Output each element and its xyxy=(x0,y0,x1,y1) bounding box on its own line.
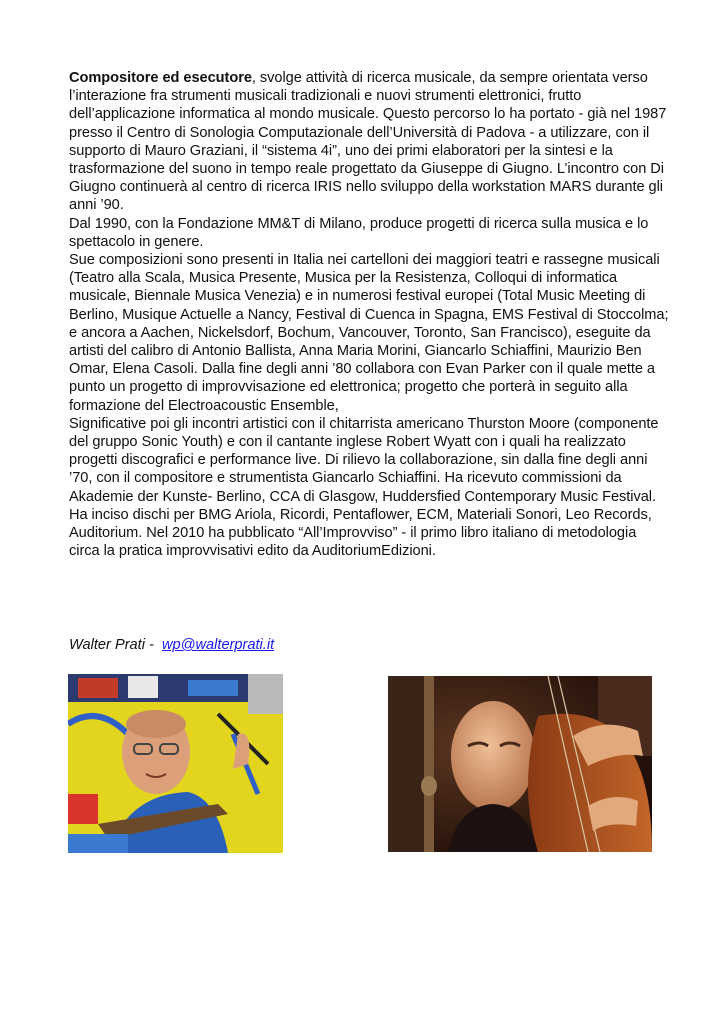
bio-paragraph-3: Sue composizioni sono presenti in Italia nei cartelloni dei maggiori teatri e rassegne musicali (Teatro alla Scala, Musica Presente, Musica per la Resistenza, Colloqui di informatica musicale, Biennale Musica Venezia) e in numerosi festival europei (Total Music Meeting di Berlino, Musique Actuelle a Nancy, Festival di Cuenca in Spagna, EMS Festival di Stoccolma; e ancora a Aachen, Nickelsdorf, Bochum, Vancouver, Toronto, San Francisco), eseguite da artisti del calibro di Antonio Ballista, Anna Maria Morini, Giancarlo Schiaffini, Maurizio Ben Omar, Elena Casoli. Dalla fine degli anni ’80 collabora con Evan Parker con il quale mette a punto un progetto di improvvisazione ed elettronica; progetto che porterà in seguito alla formazione del Electroacoustic Ensemble, xyxy=(69,252,669,414)
portrait-collage-photo xyxy=(68,674,283,853)
bio-lead-bold: Compositore ed esecutore xyxy=(69,70,252,86)
bio-paragraph-2: Dal 1990, con la Fondazione MM&T di Milano, produce progetti di ricerca sulla musica e lo spettacolo in genere. xyxy=(69,215,649,250)
biography-text xyxy=(69,69,669,560)
author-name: Walter Prati xyxy=(69,637,145,653)
bio-paragraph-1 xyxy=(69,69,669,215)
signature-line xyxy=(69,637,274,653)
email-link[interactable]: wp@walterprati.it xyxy=(162,637,275,653)
bio-lead-text: , svolge attività di ricerca musicale, da sempre orientata verso l’interazione fra strumenti musicali tradizionali e nuovi strumenti elettronici, frutto dell’applicazione informatica al mondo musicale. Questo percorso lo ha portato - già nel 1987 presso il Centro di Sonologia Computazionale dell’Università di Padova - a utilizzare, con il supporto di Mauro Graziani, il “sistema 4i”, uno dei primi elaboratori per la sintesi e la trasformazione del suono in tempo reale progettato da Giuseppe di Giugno. L’incontro con Di Giugno continuerà al centro di ricerca IRIS nello sviluppo della workstation MARS durante gli anni ’90. xyxy=(69,70,667,214)
bio-paragraph-5: Ha inciso dischi per BMG Ariola, Ricordi, Pentaflower, ECM, Materiali Sonori, Leo Records, Auditorium. Nel 2010 ha pubblicato “All’Improvviso” - il primo libro italiano di metodologia circa la pratica improvvisativi edito da AuditoriumEdizioni. xyxy=(69,506,652,560)
portrait-cello-icon xyxy=(388,676,652,852)
bio-paragraph-4: Significative poi gli incontri artistici con il chitarrista americano Thurston Moore (componente del gruppo Sonic Youth) e con il cantante inglese Robert Wyatt con i quali ha realizzato progetti discografici e performance live. Di rilievo la collaborazione, sin dalla fine degli anni ’70, con il compositore e strumentista Giancarlo Schiaffini. Ha ricevuto commissioni da Akademie der Kunste- Berlino, CCA di Glasgow, Huddersfied Contemporary Music Festival. xyxy=(69,415,659,505)
signature-separator: - xyxy=(144,637,158,653)
portrait-cello-photo xyxy=(388,676,652,852)
portrait-collage-icon xyxy=(68,674,283,853)
